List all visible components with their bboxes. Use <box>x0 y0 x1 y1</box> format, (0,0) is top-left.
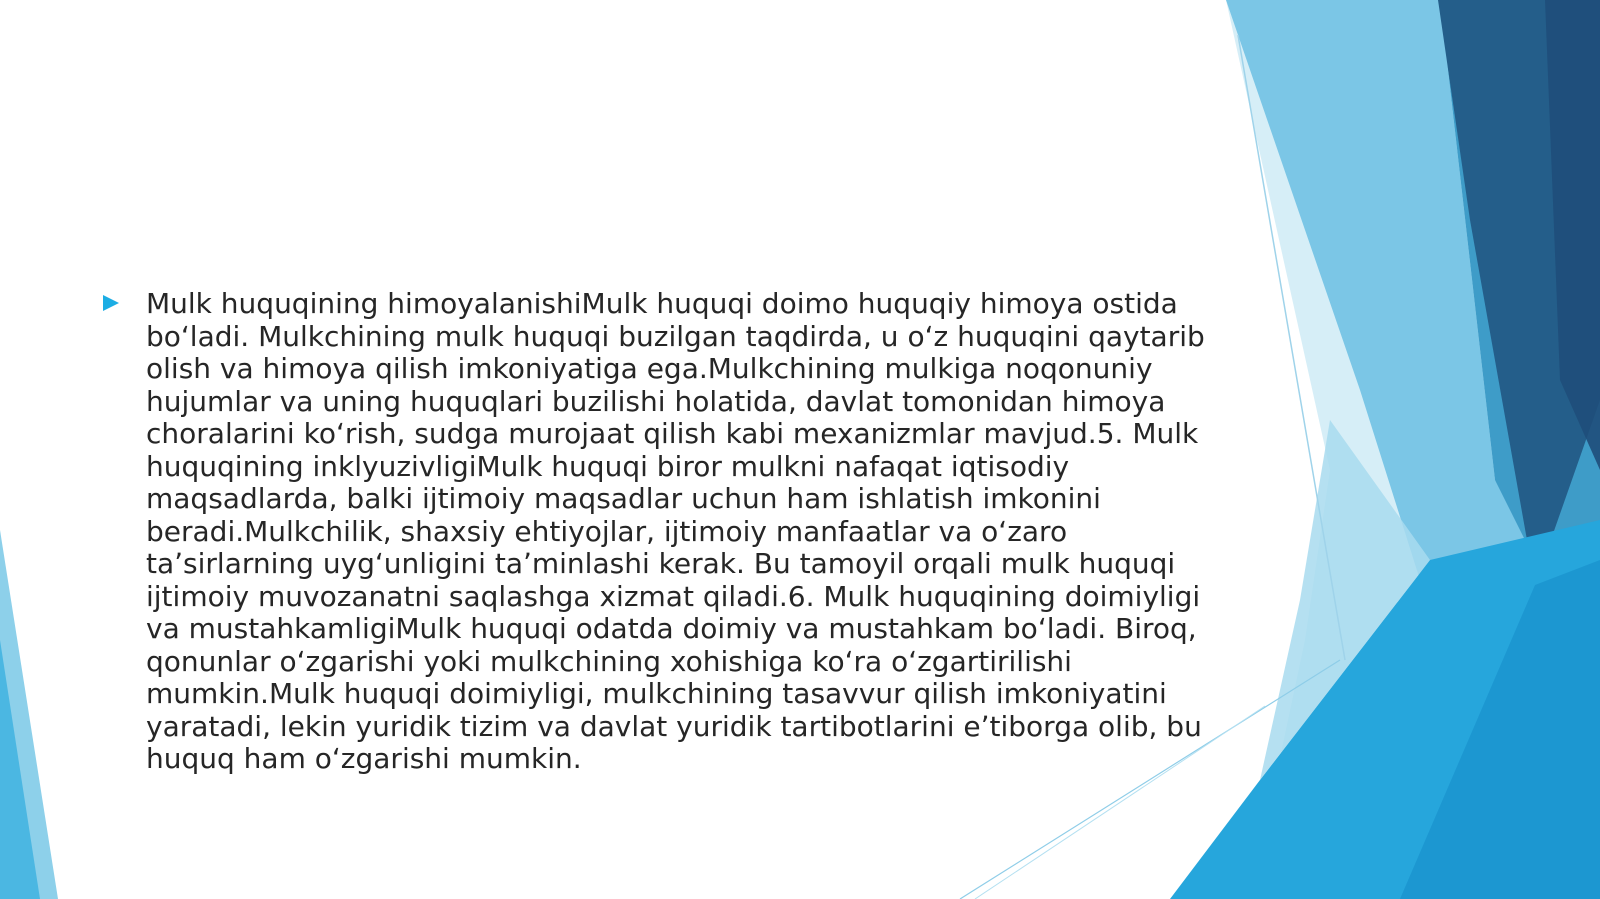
content-placeholder <box>100 288 1210 776</box>
triangle-bullet-icon <box>102 294 120 312</box>
bullet-item <box>100 288 1210 776</box>
body-text: Mulk huquqining himoyalanishiMulk huquqi doimo huquqiy himoya ostida boʻladi. Mulkchining mulk huquqi buzilgan taqdirda, u oʻz huquqini qaytarib olish va himoya qilish imkoniyatiga ega.Mulkchining mulkiga noqonuniy hujumlar va uning huquqlari buzilishi holatida, davlat tomonidan himoya choralarini koʻrish, sudga murojaat qilish kabi mexanizmlar mavjud.5. Mulk huquqining inklyuzivligiMulk huquqi biror mulkni nafaqat iqtisodiy maqsadlarda, balki ijtimoiy maqsadlar uchun ham ishlatish imkonini beradi.Mulkchilik, shaxsiy ehtiyojlar, ijtimoiy manfaatlar va oʻzaro taʼsirlarning uygʻunligini taʼminlashi kerak. Bu tamoyil orqali mulk huquqi ijtimoiy muvozanatni saqlashga xizmat qiladi.6. Mulk huquqining doimiyligi va mustahkamligiMulk huquqi odatda doimiy va mustahkam boʻladi. Biroq, qonunlar oʻzgarishi yoki mulkchining xohishiga koʻra oʻzgartirilishi mumkin.Mulk huquqi doimiyligi, mulkchining tasavvur qilish imkoniyatini yaratadi, lekin yuridik tizim va davlat yuridik tartibotlarini eʼtiborga olib, bu huquq ham oʻzgarishi mumkin. <box>146 287 1205 775</box>
